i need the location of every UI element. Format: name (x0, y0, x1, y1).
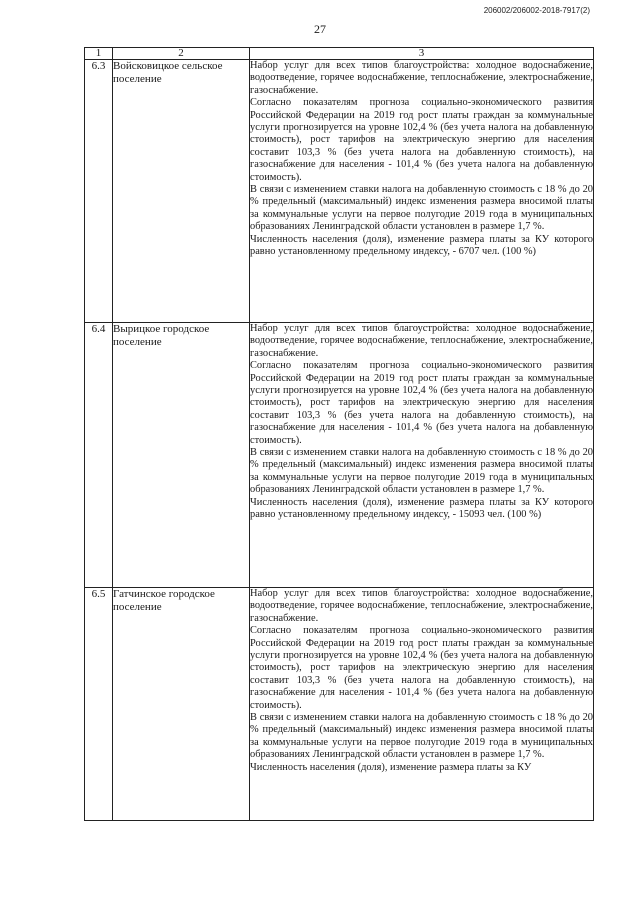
table-row (85, 323, 594, 588)
page-number: 27 (314, 22, 326, 36)
vat-paragraph: В связи с изменением ставки налога на добавленную стоимость с 18 % до 20 % предельный (максимальный) индекс изменения размера вносимой платы за коммунальные услуги на первое полугодие 2019 года в муниципальных образованиях Ленинградской области установлен в размере 1,7 %. (250, 184, 593, 233)
table-header-row (85, 48, 594, 60)
tariff-table (84, 47, 594, 821)
settlement-name: Гатчинское городское поселение (113, 588, 250, 821)
forecast-paragraph: Согласно показателям прогноза социально-экономического развития Российской Федерации на 2019 год рост платы граждан за коммунальные услуги прогнозируется на уровне 102,4 % (без учета налога на добавленную стоимость), рост тарифов на электрическую энергию для населения составит 103,3 % (без учета налога на добавленную стоимость), на газоснабжение для населения - 101,4 % (без учета налога на добавленную стоимость). (250, 625, 593, 711)
row-description (250, 588, 594, 821)
forecast-paragraph: Согласно показателям прогноза социально-экономического развития Российской Федерации на 2019 год рост платы граждан за коммунальные услуги прогнозируется на уровне 102,4 % (без учета налога на добавленную стоимость), рост тарифов на электрическую энергию для населения составит 103,3 % (без учета налога на добавленную стоимость), на газоснабжение для населения - 101,4 % (без учета налога на добавленную стоимость). (250, 97, 593, 183)
column-header-1: 1 (85, 48, 113, 60)
vat-paragraph: В связи с изменением ставки налога на добавленную стоимость с 18 % до 20 % предельный (максимальный) индекс изменения размера вносимой платы за коммунальные услуги на первое полугодие 2019 года в муниципальных образованиях Ленинградской области установлен в размере 1,7 %. (250, 447, 593, 496)
population-paragraph: Численность населения (доля), изменение размера платы за КУ которого равно установленному предельному индексу, - 6707 чел. (100 %) (250, 233, 593, 258)
column-header-3: 3 (250, 48, 594, 60)
forecast-paragraph: Согласно показателям прогноза социально-экономического развития Российской Федерации на 2019 год рост платы граждан за коммунальные услуги прогнозируется на уровне 102,4 % (без учета налога на добавленную стоимость), рост тарифов на электрическую энергию для населения составит 103,3 % (без учета налога на добавленную стоимость), на газоснабжение для населения - 101,4 % (без учета налога на добавленную стоимость). (250, 360, 593, 446)
table-row (85, 60, 594, 323)
population-paragraph: Численность населения (доля), изменение размера платы за КУ которого равно установленному предельному индексу, - 15093 чел. (100 %) (250, 496, 593, 521)
row-number: 6.3 (85, 60, 113, 323)
services-paragraph: Набор услуг для всех типов благоустройства: холодное водоснабжение, водоотведение, горячее водоснабжение, теплоснабжение, электроснабжение, газоснабжение. (250, 60, 593, 96)
population-paragraph: Численность населения (доля), изменение размера платы за КУ (250, 761, 532, 773)
table-row (85, 588, 594, 821)
row-description (250, 60, 594, 323)
services-paragraph: Набор услуг для всех типов благоустройства: холодное водоснабжение, водоотведение, горячее водоснабжение, теплоснабжение, электроснабжение, газоснабжение. (250, 588, 593, 624)
row-description (250, 323, 594, 588)
vat-paragraph: В связи с изменением ставки налога на добавленную стоимость с 18 % до 20 % предельный (максимальный) индекс изменения размера вносимой платы за коммунальные услуги на первое полугодие 2019 года в муниципальных образованиях Ленинградской области установлен в размере 1,7 %. (250, 712, 593, 761)
settlement-name: Вырицкое городское поселение (113, 323, 250, 588)
settlement-name: Войсковицкое сельское поселение (113, 60, 250, 323)
document-code: 206002/206002-2018-7917(2) (483, 6, 590, 15)
services-paragraph: Набор услуг для всех типов благоустройства: холодное водоснабжение, водоотведение, горячее водоснабжение, теплоснабжение, электроснабжение, газоснабжение. (250, 323, 593, 359)
row-number: 6.4 (85, 323, 113, 588)
row-number: 6.5 (85, 588, 113, 821)
column-header-2: 2 (113, 48, 250, 60)
